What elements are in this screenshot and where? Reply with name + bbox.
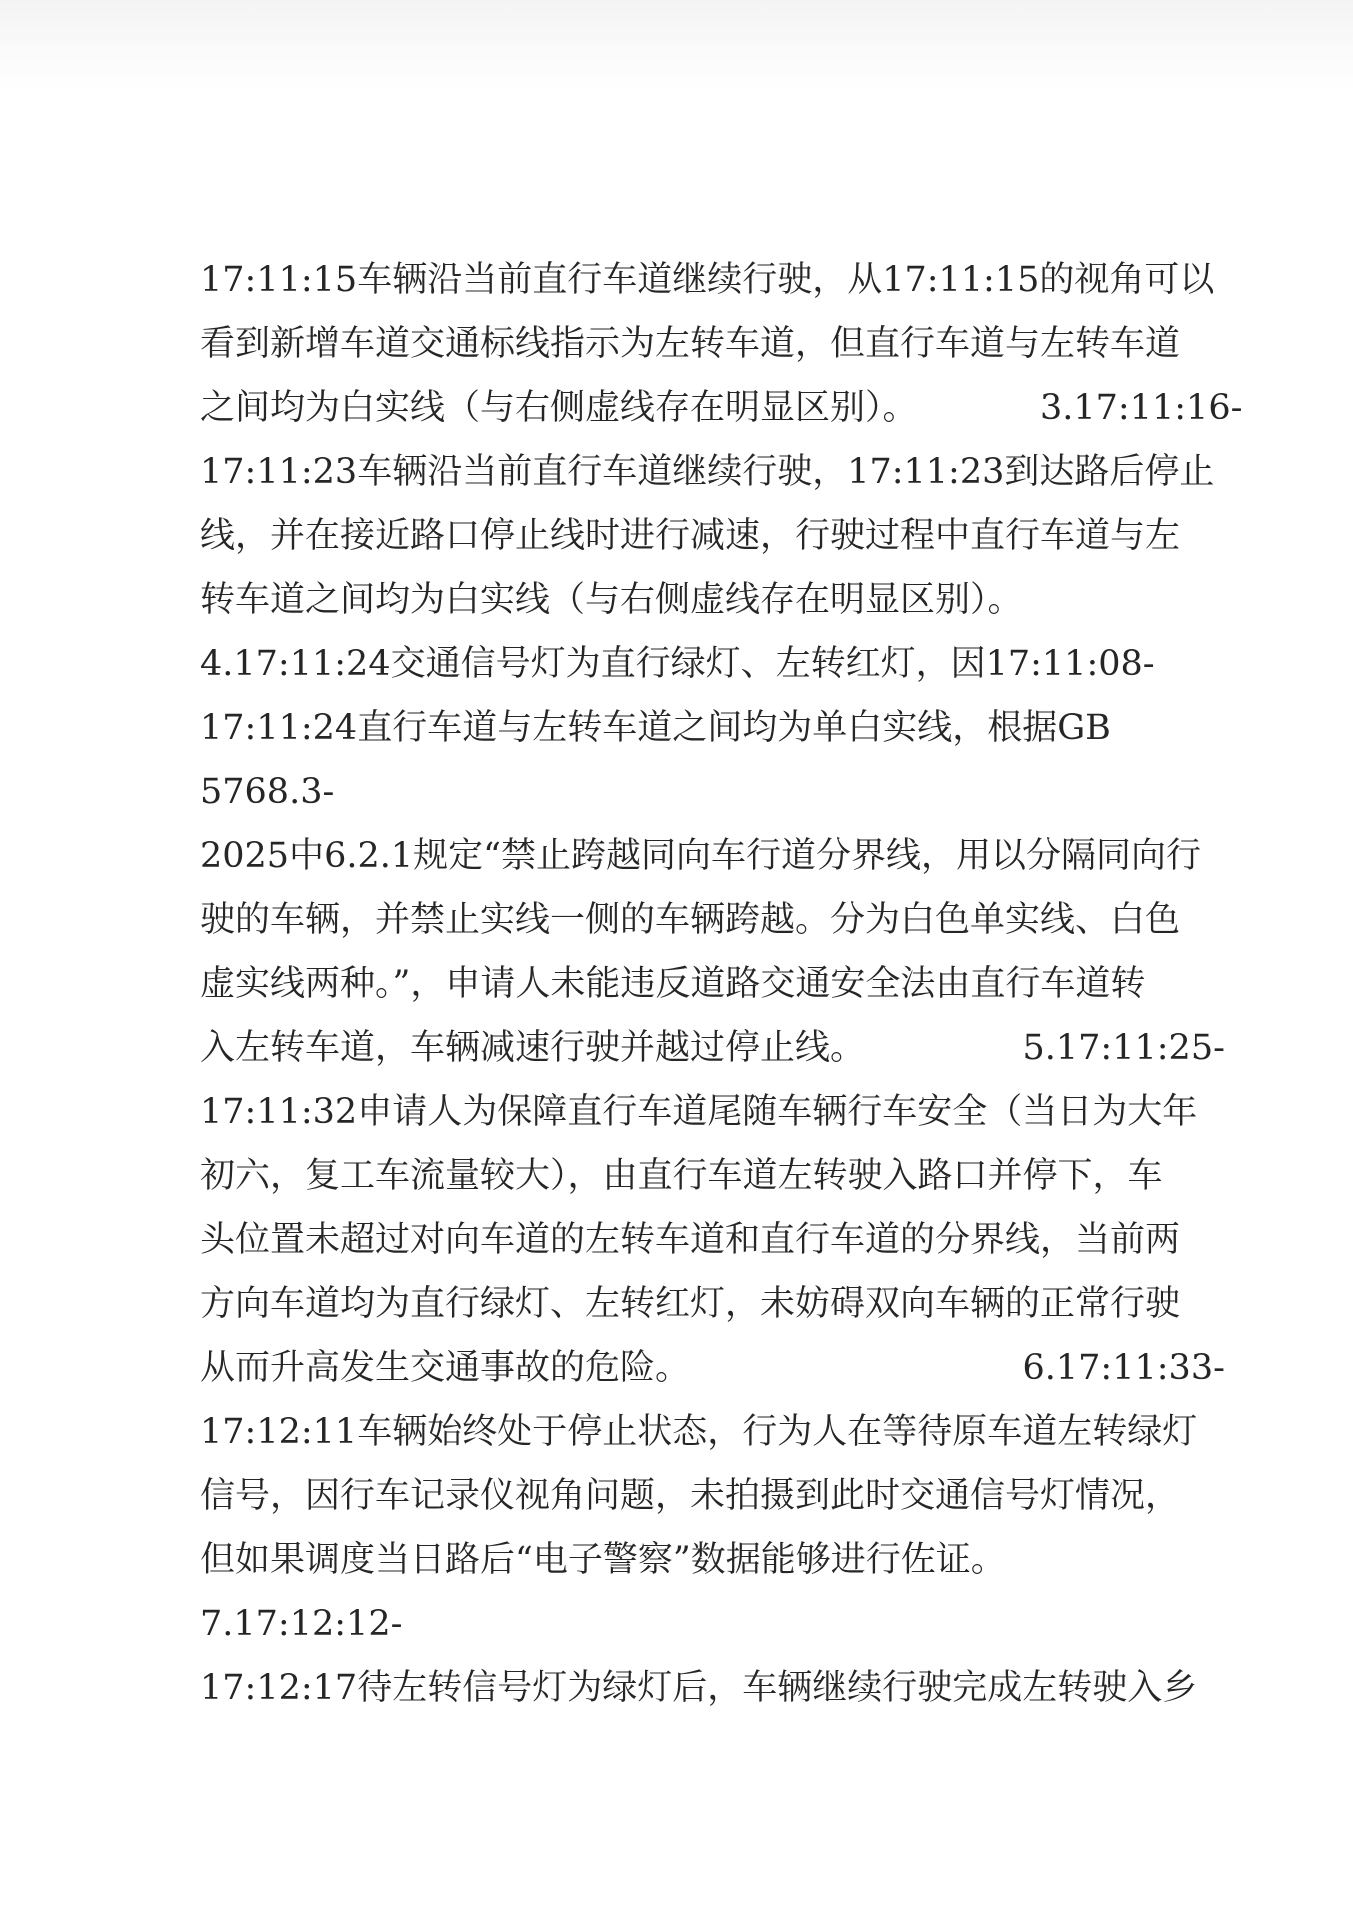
text-line: 虚实线两种。”，申请人未能违反道路交通安全法由直行车道转: [200, 964, 1146, 1004]
text-line: 17:12:11车辆始终处于停止状态，行为人在等待原车道左转绿灯: [200, 1412, 1198, 1452]
text-line: 17:11:32申请人为保障直行车道尾随车辆行车安全（当日为大年: [200, 1092, 1198, 1132]
text-line: 方向车道均为直行绿灯、左转红灯，未妨碍双向车辆的正常行驶: [200, 1284, 1181, 1324]
text-line: 初六，复工车流量较大），由直行车道左转驶入路口并停下，车: [200, 1156, 1163, 1196]
text-line: 17:12:17待左转信号灯为绿灯后，车辆继续行驶完成左转驶入乡: [200, 1668, 1198, 1708]
text-line: 从而升高发生交通事故的危险。 6.17:11:33-: [200, 1348, 1225, 1388]
text-line: 17:11:23车辆沿当前直行车道继续行驶，17:11:23到达路后停止: [200, 452, 1215, 492]
text-line: 看到新增车道交通标线指示为左转车道，但直行车道与左转车道: [200, 324, 1181, 364]
text-line: 4.17:11:24交通信号灯为直行绿灯、左转红灯，因17:11:08-: [200, 644, 1155, 684]
text-line: 转车道之间均为白实线（与右侧虚线存在明显区别）。: [200, 580, 1023, 620]
text-line: 线，并在接近路口停止线时进行减速，行驶过程中直行车道与左: [200, 516, 1181, 556]
text-line: 驶的车辆，并禁止实线一侧的车辆跨越。分为白色单实线、白色: [200, 900, 1181, 940]
text-line: 之间均为白实线（与右侧虚线存在明显区别）。 3.17:11:16-: [200, 388, 1243, 428]
text-line: 5768.3-: [200, 772, 335, 812]
text-line: 但如果调度当日路后“电子警察”数据能够进行佐证。: [200, 1540, 1006, 1580]
text-line: 头位置未超过对向车道的左转车道和直行车道的分界线，当前两: [200, 1220, 1181, 1260]
scan-top-shadow: [0, 0, 1353, 90]
text-line: 17:11:15车辆沿当前直行车道继续行驶，从17:11:15的视角可以: [200, 260, 1215, 300]
text-line: 17:11:24直行车道与左转车道之间均为单白实线，根据GB: [200, 708, 1111, 748]
text-line: 7.17:12:12-: [200, 1604, 403, 1644]
text-line: 2025中6.2.1规定“禁止跨越同向车行道分界线，用以分隔同向行: [200, 836, 1202, 876]
text-line: 入左转车道，车辆减速行驶并越过停止线。 5.17:11:25-: [200, 1028, 1225, 1068]
text-line: 信号，因行车记录仪视角问题，未拍摄到此时交通信号灯情况，: [200, 1476, 1181, 1516]
